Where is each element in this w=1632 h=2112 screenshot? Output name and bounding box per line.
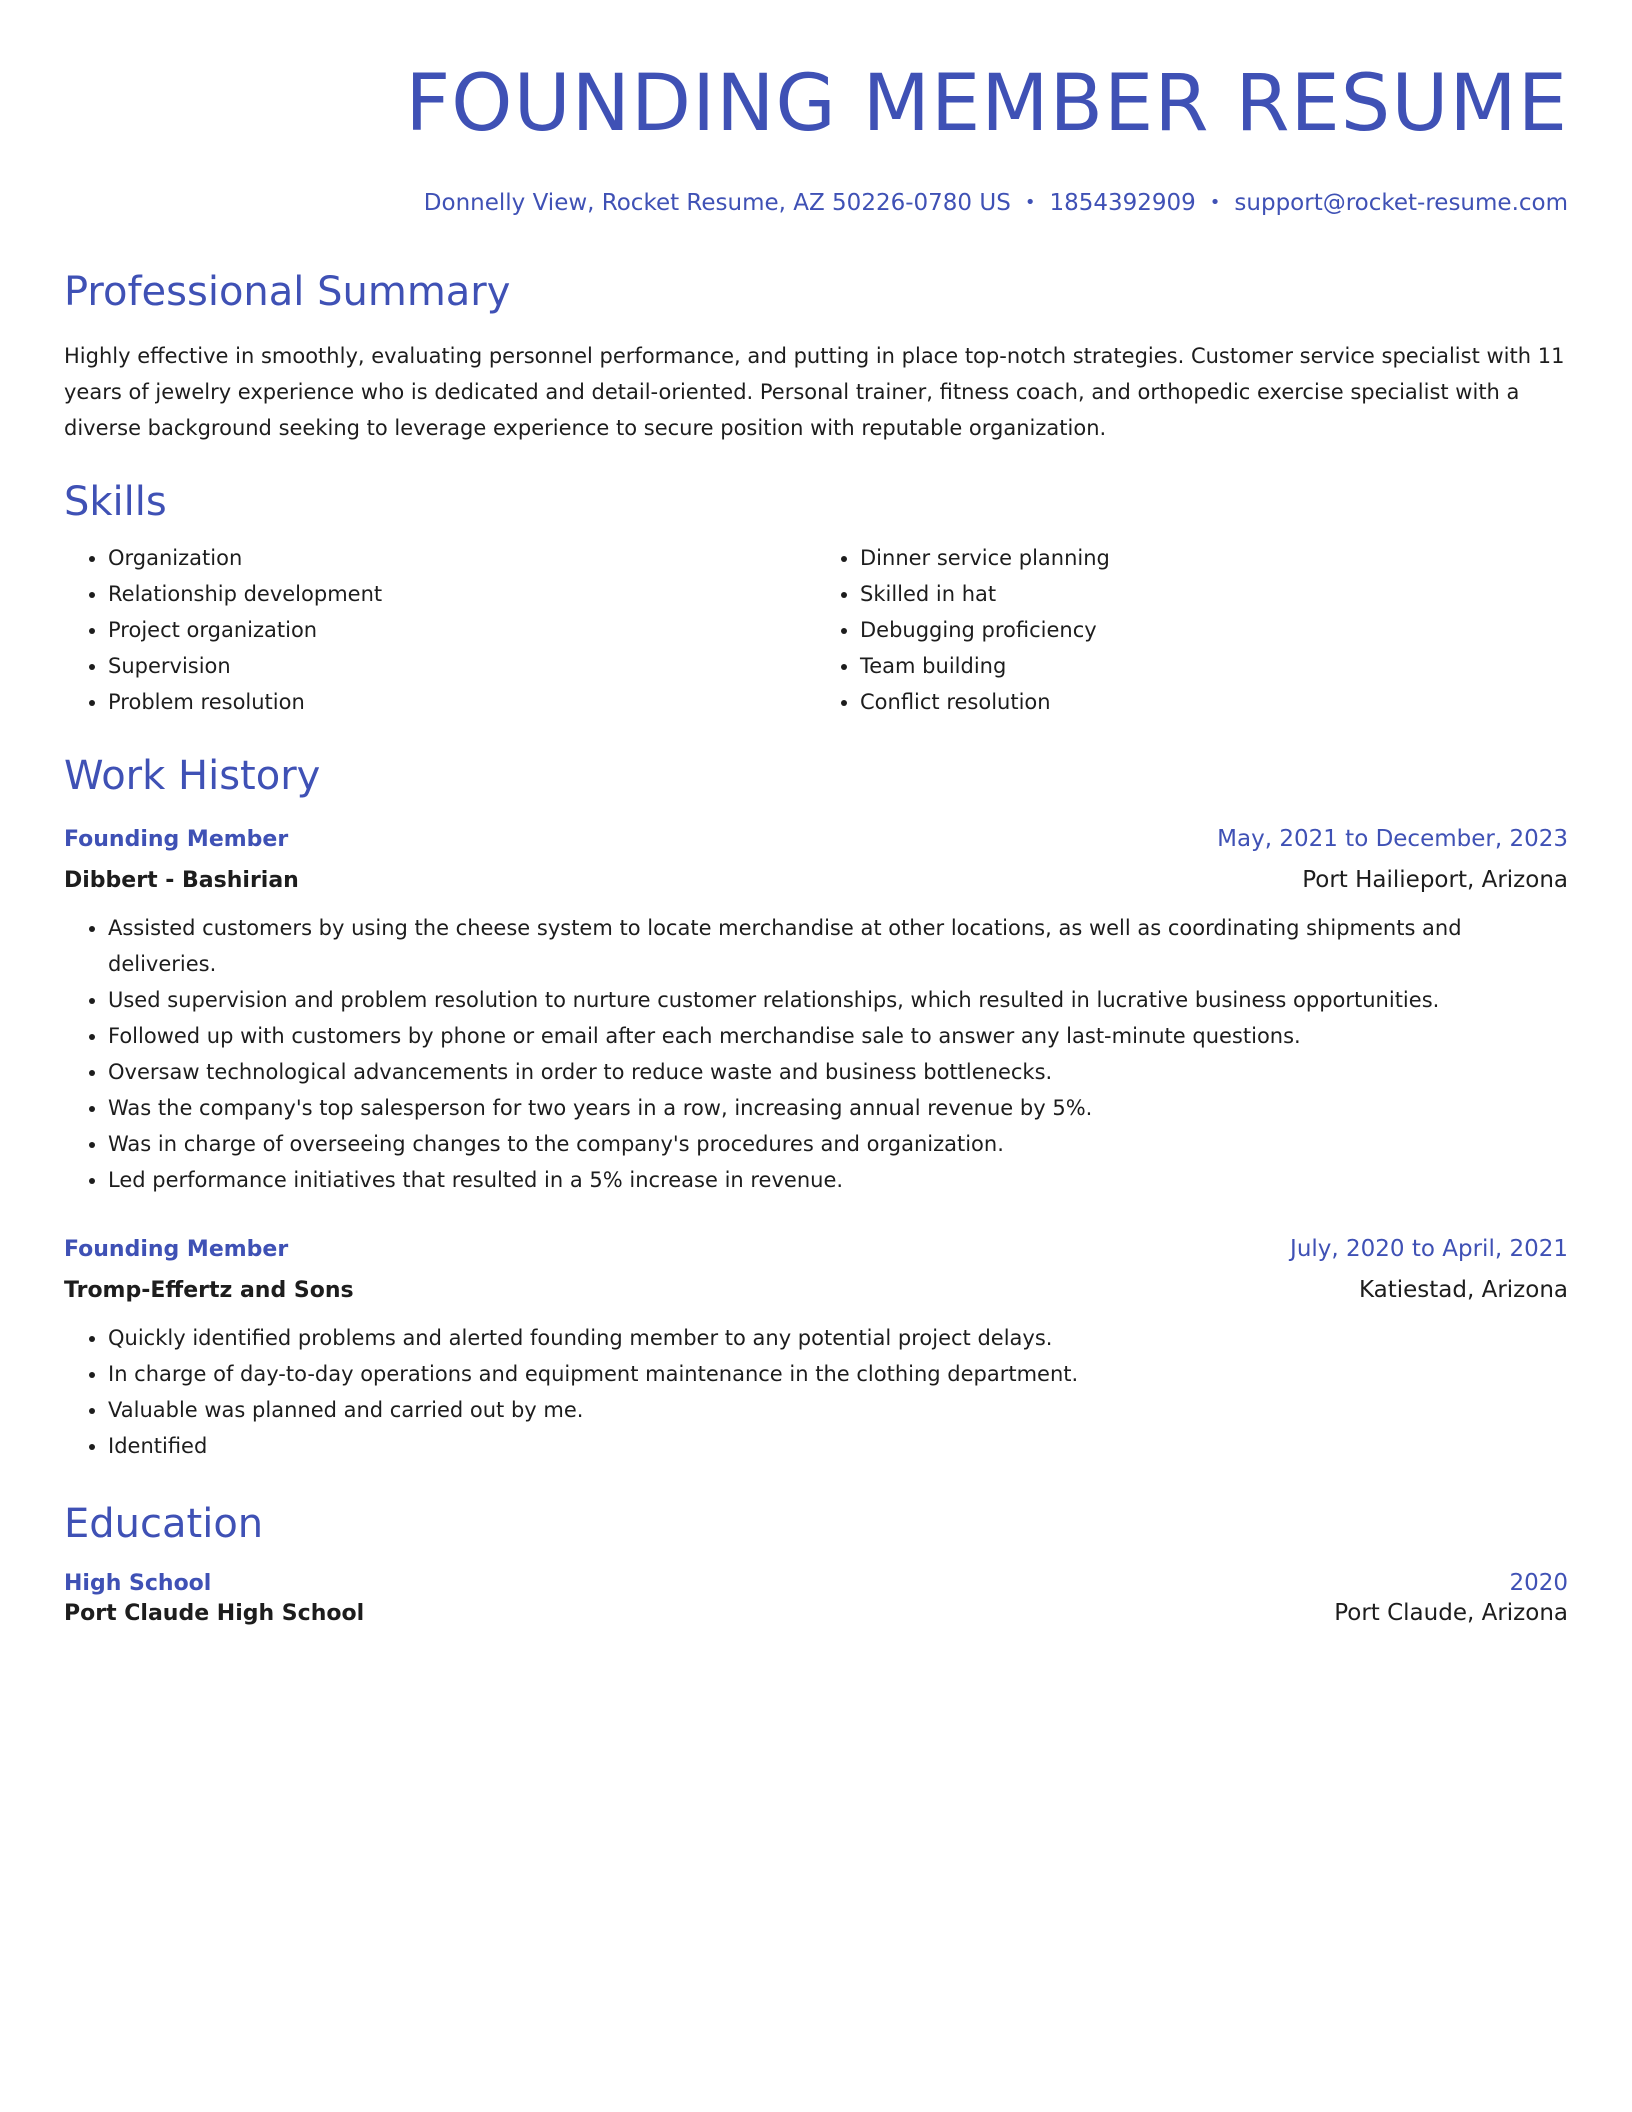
skills-grid — [64, 540, 1568, 720]
skill-item: • Debugging proficiency — [860, 612, 1568, 648]
contact-separator: • — [1209, 192, 1221, 213]
job-title-row — [64, 1232, 1568, 1267]
skill-item: • Conflict resolution — [860, 684, 1568, 720]
job-bullet: • Valuable was planned and carried out by me. — [108, 1392, 1568, 1428]
skill-item: • Organization — [108, 540, 816, 576]
job-bullet: • Assisted customers by using the cheese system to locate merchandise at other locations, as well as coordinating shipments and deliveries. — [108, 910, 1568, 982]
education-degree: High School — [64, 1571, 212, 1596]
job-company-row — [64, 863, 1568, 898]
job-bullet: • Used supervision and problem resolution to nurture customer relationships, which resulted in lucrative business opportunities. — [108, 982, 1568, 1018]
skill-item: • Team building — [860, 648, 1568, 684]
contact-phone: 1854392909 — [1049, 190, 1196, 216]
job-dates: May, 2021 to December, 2023 — [1217, 826, 1568, 852]
education-entry — [64, 1570, 1568, 1626]
skill-item: • Project organization — [108, 612, 816, 648]
job-role: Founding Member — [64, 1237, 289, 1262]
job-bullet: • In charge of day-to-day operations and equipment maintenance in the clothing department. — [108, 1356, 1568, 1392]
job-bullet: • Quickly identified problems and alerted founding member to any potential project delays. — [108, 1320, 1568, 1356]
skills-column-left — [64, 540, 816, 720]
job-bullet: • Was in charge of overseeing changes to the company's procedures and organization. — [108, 1126, 1568, 1162]
job-bullet: • Identified — [108, 1428, 1568, 1464]
job-entry — [64, 822, 1568, 1198]
job-title-row — [64, 822, 1568, 857]
job-bullet: • Oversaw technological advancements in order to reduce waste and business bottlenecks. — [108, 1054, 1568, 1090]
skill-item: • Supervision — [108, 648, 816, 684]
education-section — [64, 1498, 1568, 1626]
skill-item: • Dinner service planning — [860, 540, 1568, 576]
skills-list-left — [64, 540, 816, 720]
education-school: Port Claude High School — [64, 1601, 365, 1626]
job-entry — [64, 1232, 1568, 1464]
job-location: Katiestad, Arizona — [1358, 1277, 1568, 1303]
job-company: Tromp-Effertz and Sons — [64, 1278, 354, 1303]
skills-section — [64, 476, 1568, 720]
summary-text: Highly effective in smoothly, evaluating personnel performance, and putting in place top-notch strategies. Customer service specialist with 11 years of jewelry experience who is dedicated and detail-oriented. Personal trainer, fitness coach, and orthopedic exercise specialist with a diverse background seeking to leverage experience to secure position with reputable organization. — [64, 344, 1565, 440]
summary-section — [64, 266, 1568, 446]
job-bullet: • Led performance initiatives that resulted in a 5% increase in revenue. — [108, 1162, 1568, 1198]
job-bullet: • Was the company's top salesperson for two years in a row, increasing annual revenue by 5%. — [108, 1090, 1568, 1126]
education-location: Port Claude, Arizona — [1334, 1600, 1568, 1626]
job-role: Founding Member — [64, 827, 289, 852]
skills-column-right — [816, 540, 1568, 720]
resume-header — [64, 0, 1568, 216]
work-history-section — [64, 750, 1568, 1464]
job-company: Dibbert - Bashirian — [64, 868, 299, 893]
job-location: Port Hailieport, Arizona — [1302, 867, 1568, 893]
contact-address: Donnelly View, Rocket Resume, AZ 50226-0780 US — [423, 190, 1011, 216]
skill-item: • Problem resolution — [108, 684, 816, 720]
education-school-row — [64, 1600, 1568, 1626]
skills-list-right — [816, 540, 1568, 720]
contact-separator: • — [1024, 192, 1036, 213]
job-company-row — [64, 1273, 1568, 1308]
work-history-heading: Work History — [64, 753, 321, 799]
skill-item: • Relationship development — [108, 576, 816, 612]
job-dates: July, 2020 to April, 2021 — [1290, 1236, 1568, 1262]
contact-line — [64, 190, 1568, 216]
skills-heading: Skills — [64, 479, 167, 525]
resume-title: FOUNDING MEMBER RESUME — [405, 59, 1568, 149]
education-title-row — [64, 1570, 1568, 1596]
job-bullets — [64, 1320, 1568, 1464]
contact-email[interactable]: support@rocket-resume.com — [1234, 190, 1568, 216]
job-bullets — [64, 910, 1568, 1198]
education-heading: Education — [64, 1501, 264, 1547]
education-year: 2020 — [1509, 1570, 1568, 1596]
skill-item: • Skilled in hat — [860, 576, 1568, 612]
summary-heading: Professional Summary — [64, 269, 511, 315]
job-bullet: • Followed up with customers by phone or email after each merchandise sale to answer any last-minute questions. — [108, 1018, 1568, 1054]
